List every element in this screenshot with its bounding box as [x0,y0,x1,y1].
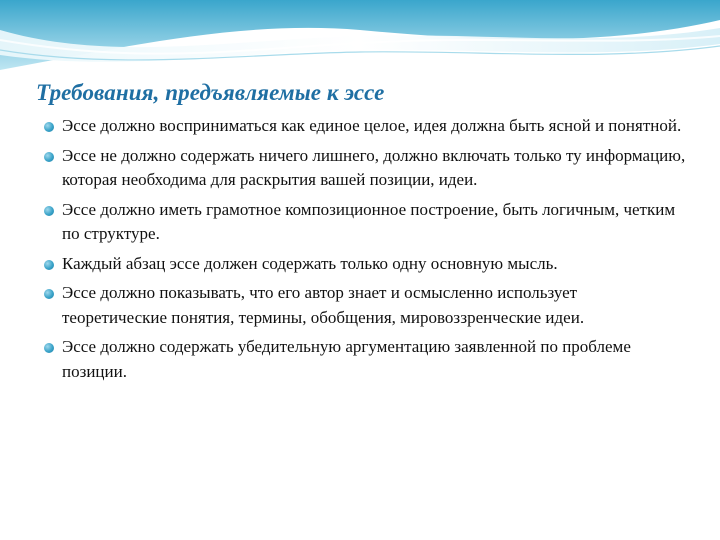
list-item [36,281,686,330]
slide-title: Требования, предъявляемые к эссе [36,80,385,105]
list-item [36,144,686,193]
list-item [36,114,686,139]
bullet-icon [44,260,54,270]
bullet-text: Эссе должно иметь грамотное композиционное построение, быть логичным, четким по структуре. [62,199,676,243]
bullet-icon [44,206,54,216]
bullet-text: Эссе должно содержать убедительную аргументацию заявленной по проблеме позиции. [62,337,631,381]
bullet-icon [44,289,54,299]
bullet-text: Эссе должно показывать, что его автор знает и осмысленно использует теоретические понятия, термины, обобщения, мировоззренческие идеи. [62,283,585,327]
bullet-icon [44,122,54,132]
bullet-text: Каждый абзац эссе должен содержать только одну основную мысль. [62,253,558,273]
bullet-text: Эссе должно восприниматься как единое целое, идея должна быть ясной и понятной. [62,116,682,135]
list-item [36,198,686,247]
bullet-icon [44,152,54,162]
header-wave-decoration [0,0,720,90]
bullet-text: Эссе не должно содержать ничего лишнего, должно включать только ту информацию, которая необходима для раскрытия вашей позиции, идеи. [62,145,686,189]
list-item [36,252,686,277]
bullet-icon [44,343,54,353]
list-item [36,335,686,384]
bullet-list [36,114,686,389]
